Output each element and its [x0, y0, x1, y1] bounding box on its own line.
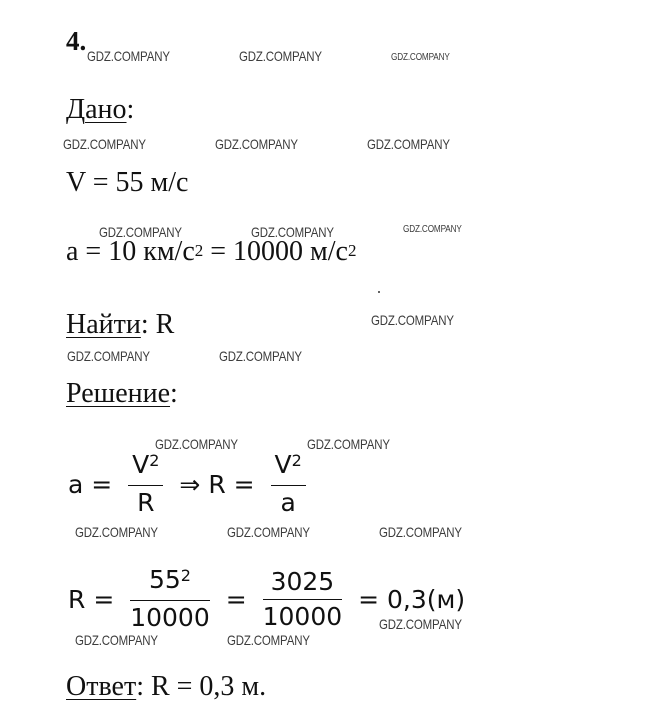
watermark: GDZ.COMPANY — [155, 436, 238, 452]
formula-frac2-num-base: V — [274, 450, 292, 479]
watermark: GDZ.COMPANY — [239, 48, 322, 64]
given-heading-line — [66, 94, 134, 126]
formula-frac2-den: a — [280, 488, 296, 517]
watermark: GDZ.COMPANY — [215, 136, 298, 152]
watermark: GDZ.COMPANY — [227, 524, 310, 540]
given-acceleration — [66, 236, 356, 268]
stray-dot — [378, 291, 380, 293]
calc-frac1-num — [130, 565, 210, 601]
calc-eq: = — [225, 584, 247, 614]
watermark: GDZ.COMPANY — [63, 136, 146, 152]
answer-heading: Ответ — [66, 671, 137, 702]
watermark: GDZ.COMPANY — [391, 52, 450, 63]
calc-frac1-den: 10000 — [130, 603, 210, 632]
calc-frac1-num-base: 55 — [148, 565, 181, 594]
watermark: GDZ.COMPANY — [99, 224, 182, 240]
watermark: GDZ.COMPANY — [227, 632, 310, 648]
formula-frac1-num — [128, 450, 163, 486]
solution-colon: : — [170, 378, 178, 409]
watermark: GDZ.COMPANY — [379, 524, 462, 540]
calc-frac1-num-sup: 2 — [180, 566, 191, 585]
accel-part1: a = 10 км/с — [66, 236, 195, 267]
watermark: GDZ.COMPANY — [87, 48, 170, 64]
formula-frac1-num-base: V — [132, 450, 150, 479]
watermark: GDZ.COMPANY — [379, 616, 462, 632]
accel-sup2: 2 — [347, 241, 357, 260]
given-colon: : — [126, 94, 135, 125]
watermark: GDZ.COMPANY — [251, 224, 334, 240]
accel-sup1: 2 — [194, 241, 204, 260]
find-rest: : R — [140, 309, 175, 340]
calc-frac1 — [130, 565, 210, 633]
watermark: GDZ.COMPANY — [367, 136, 450, 152]
formula-frac2 — [271, 450, 306, 518]
watermark: GDZ.COMPANY — [307, 436, 390, 452]
formula-line — [64, 450, 310, 518]
calc-lhs: R = — [68, 584, 115, 614]
watermark: GDZ.COMPANY — [371, 312, 454, 328]
watermark: GDZ.COMPANY — [75, 524, 158, 540]
given-heading: Дано — [66, 94, 127, 125]
given-velocity: V = 55 м/с — [66, 167, 189, 198]
calc-frac2-den: 10000 — [262, 601, 343, 631]
formula-frac2-num — [271, 450, 306, 486]
formula-frac1 — [128, 450, 163, 518]
watermark: GDZ.COMPANY — [67, 348, 150, 364]
watermark: GDZ.COMPANY — [403, 224, 462, 235]
calc-frac2-num: 3025 — [263, 567, 343, 600]
find-heading: Найти — [66, 309, 141, 340]
answer-line — [66, 671, 266, 703]
formula-frac2-num-sup: 2 — [291, 451, 302, 470]
calc-result: = 0,3(м) — [358, 584, 466, 614]
watermark: GDZ.COMPANY — [219, 348, 302, 364]
task-number: 4. — [66, 26, 87, 56]
watermark: GDZ.COMPANY — [75, 632, 158, 648]
formula-implies: ⇒ R = — [179, 469, 255, 499]
formula-frac1-num-sup: 2 — [149, 451, 160, 470]
formula-frac1-den: R — [137, 488, 155, 517]
calc-frac2 — [263, 567, 343, 632]
formula-lhs: a = — [68, 469, 113, 499]
solution-heading: Решение — [66, 378, 171, 409]
answer-rest: : R = 0,3 м. — [136, 671, 267, 702]
solution-heading-line — [66, 378, 178, 410]
accel-part2: = 10000 м/с — [203, 236, 348, 267]
find-line — [66, 309, 174, 341]
